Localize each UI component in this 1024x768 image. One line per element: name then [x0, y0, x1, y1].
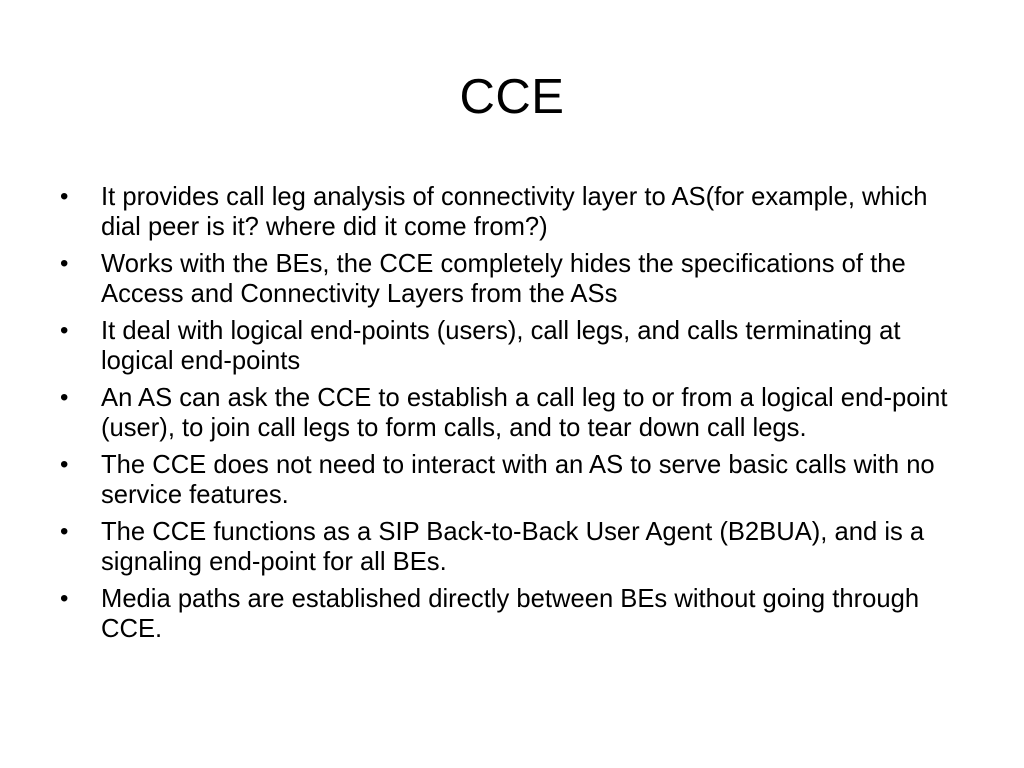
bullet-icon: •: [60, 183, 69, 210]
bullet-item: [60, 517, 970, 577]
bullet-text: The CCE functions as a SIP Back-to-Back User Agent (B2BUA), and is a signaling end-point for all BEs.: [101, 518, 925, 576]
bullet-item: [60, 383, 970, 443]
bullet-icon: •: [60, 585, 69, 612]
bullet-text: The CCE does not need to interact with an AS to serve basic calls with no service features.: [101, 451, 935, 509]
bullet-text: Media paths are established directly between BEs without going through CCE.: [101, 585, 920, 643]
bullet-icon: •: [60, 451, 69, 478]
bullet-text: An AS can ask the CCE to establish a call leg to or from a logical end-point (user), to join call legs to form calls, and to tear down call legs.: [101, 384, 948, 442]
bullet-icon: •: [60, 317, 69, 344]
bullet-item: [60, 450, 970, 510]
bullet-icon: •: [60, 250, 69, 277]
bullet-icon: •: [60, 518, 69, 545]
bullet-text: It provides call leg analysis of connectivity layer to AS(for example, which dial peer is it? where did it come from?): [101, 183, 928, 241]
bullet-item: [60, 182, 970, 242]
slide-title: CCE: [459, 70, 565, 124]
bullet-item: [60, 316, 970, 376]
bullet-item: [60, 249, 970, 309]
bullet-text: It deal with logical end-points (users), call legs, and calls terminating at logical end-points: [101, 317, 901, 375]
bullet-item: [60, 584, 970, 644]
bullet-icon: •: [60, 384, 69, 411]
bullet-list: [60, 182, 970, 651]
bullet-text: Works with the BEs, the CCE completely hides the specifications of the Access and Connectivity Layers from the ASs: [101, 250, 906, 308]
